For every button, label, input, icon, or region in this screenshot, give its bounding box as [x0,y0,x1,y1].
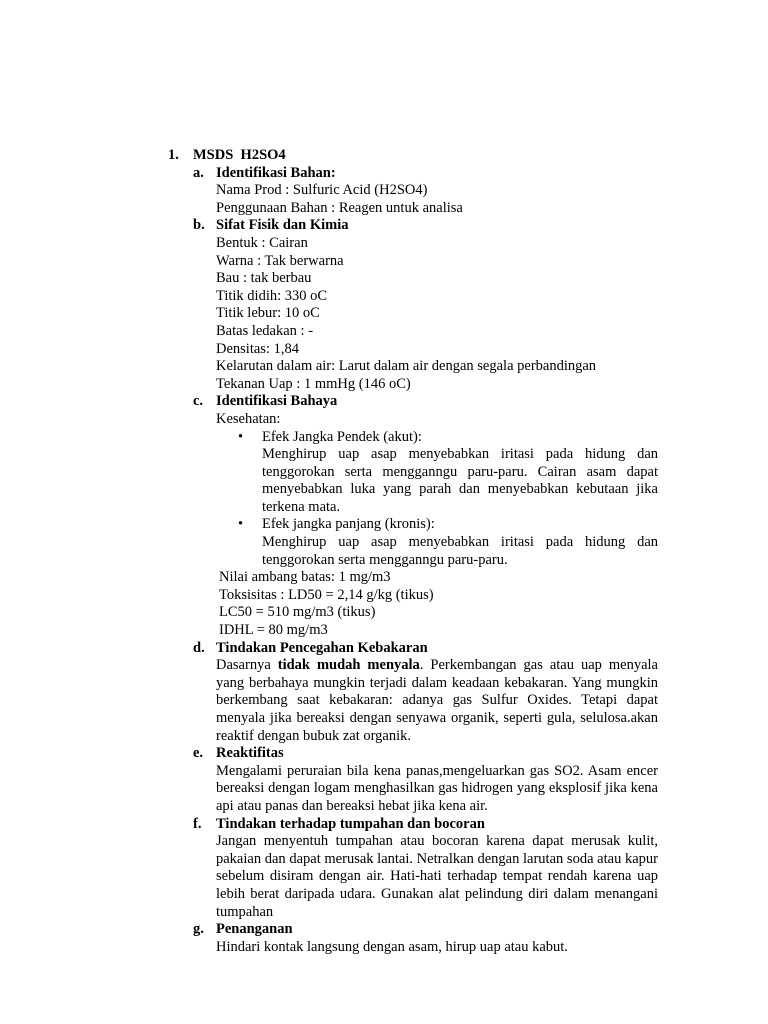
section-b-line: Bau : tak berbau [216,270,312,287]
section-b-line: Densitas: 1,84 [216,340,299,357]
bullet-item [0,516,768,569]
section-title: Reaktifitas [216,745,284,762]
section-d-text [216,657,658,745]
section-f-heading [0,816,768,834]
section-a-line: Penggunaan Bahan : Reagen untuk analisa [216,199,463,216]
section-letter: d. [193,639,205,656]
section-c-line: Nilai ambang batas: 1 mg/m3 [219,569,391,586]
msds-document [0,147,768,956]
section-b-line: Batas ledakan : - [216,322,314,339]
heading-title: MSDS H2SO4 [193,147,286,163]
section-b-line: Titik didih: 330 oC [216,287,328,304]
bullet-title: Efek jangka panjang (kronis): [262,516,435,533]
text-after: . Perkembangan gas atau uap menyala yang berbahaya mungkin terjadi dalam keadaan kebakaran. Yang mungkin berkembang saat kebakaran: adanya gas Sulfur Oxides. Tetapi dapat menyala jika bereaksi dengan senyawa organik, seperti gula, selulosa.akan reaktif dengan bubuk zat organik. [216,657,658,744]
section-c-heading [0,393,768,411]
section-title: Tindakan Pencegahan Kebakaran [216,639,428,656]
section-title: Sifat Fisik dan Kimia [216,217,349,234]
emphasis-text: tidak mudah menyala [277,657,420,674]
bullet-title: Efek Jangka Pendek (akut): [262,428,422,445]
section-title: Identifikasi Bahan: [216,164,336,181]
section-letter: e. [193,745,204,762]
section-b-line: Titik lebur: 10 oC [216,305,320,322]
section-c-line: IDHL = 80 mg/m3 [219,622,328,639]
bullet-text: Menghirup uap asap menyebabkan iritasi pada hidung dan tenggorokan serta mengganngu paru-paru. Cairan asam dapat menyebabkan luka yang parah dan menyebabkan kebutaan jika terkena mata. [262,446,658,515]
section-g-heading [0,921,768,939]
bullet-icon: • [238,516,244,533]
section-f-text: Jangan menyentuh tumpahan atau bocoran karena dapat merusak kulit, pakaian dan dapat merusak lantai. Netralkan dengan larutan soda atau kapur sebelum disiram dengan air. Hati-hati terhadap tempat rendah karena uap lebih berat daripada udara. Gunakan alat pelindung diri dalam menangani tumpahan [216,833,658,920]
section-title: Identifikasi Bahaya [216,393,338,410]
section-a-heading [0,165,768,183]
section-e-heading [0,745,768,763]
section-letter: g. [193,921,204,938]
section-letter: b. [193,217,205,234]
section-letter: a. [193,164,204,181]
section-c-line: Toksisitas : LD50 = 2,14 g/kg (tikus) [219,586,434,603]
section-b-line: Warna : Tak berwarna [216,252,344,269]
bullet-icon: • [238,428,244,445]
section-letter: f. [193,815,202,832]
section-c-intro: Kesehatan: [216,410,281,427]
bullet-item [0,429,768,517]
section-title: Tindakan terhadap tumpahan dan bocoran [216,815,485,832]
section-title: Penanganan [216,921,293,938]
section-b-line: Kelarutan dalam air: Larut dalam air dengan segala perbandingan [216,358,597,375]
bullet-text: Menghirup uap asap menyebabkan iritasi pada hidung dan tenggorokan serta mengganngu paru-paru. [262,534,658,568]
section-c-line: LC50 = 510 mg/m3 (tikus) [219,604,376,621]
text-before: Dasarnya [216,657,278,674]
section-d-heading [0,640,768,658]
document-heading [0,147,768,165]
section-a-line: Nama Prod : Sulfuric Acid (H2SO4) [216,182,428,199]
section-b-line: Bentuk : Cairan [216,234,308,251]
section-letter: c. [193,393,204,410]
heading-number: 1. [168,147,179,163]
section-b-line: Tekanan Uap : 1 mmHg (146 oC) [216,375,411,392]
section-g-text: Hindari kontak langsung dengan asam, hirup uap atau kabut. [216,938,568,955]
section-e-text: Mengalami peruraian bila kena panas,mengeluarkan gas SO2. Asam encer bereaksi dengan logam menghasilkan gas hidrogen yang eksplosif jika kena api atau panas dan bereaksi hebat jika kena air. [216,762,658,814]
section-b-heading [0,217,768,235]
